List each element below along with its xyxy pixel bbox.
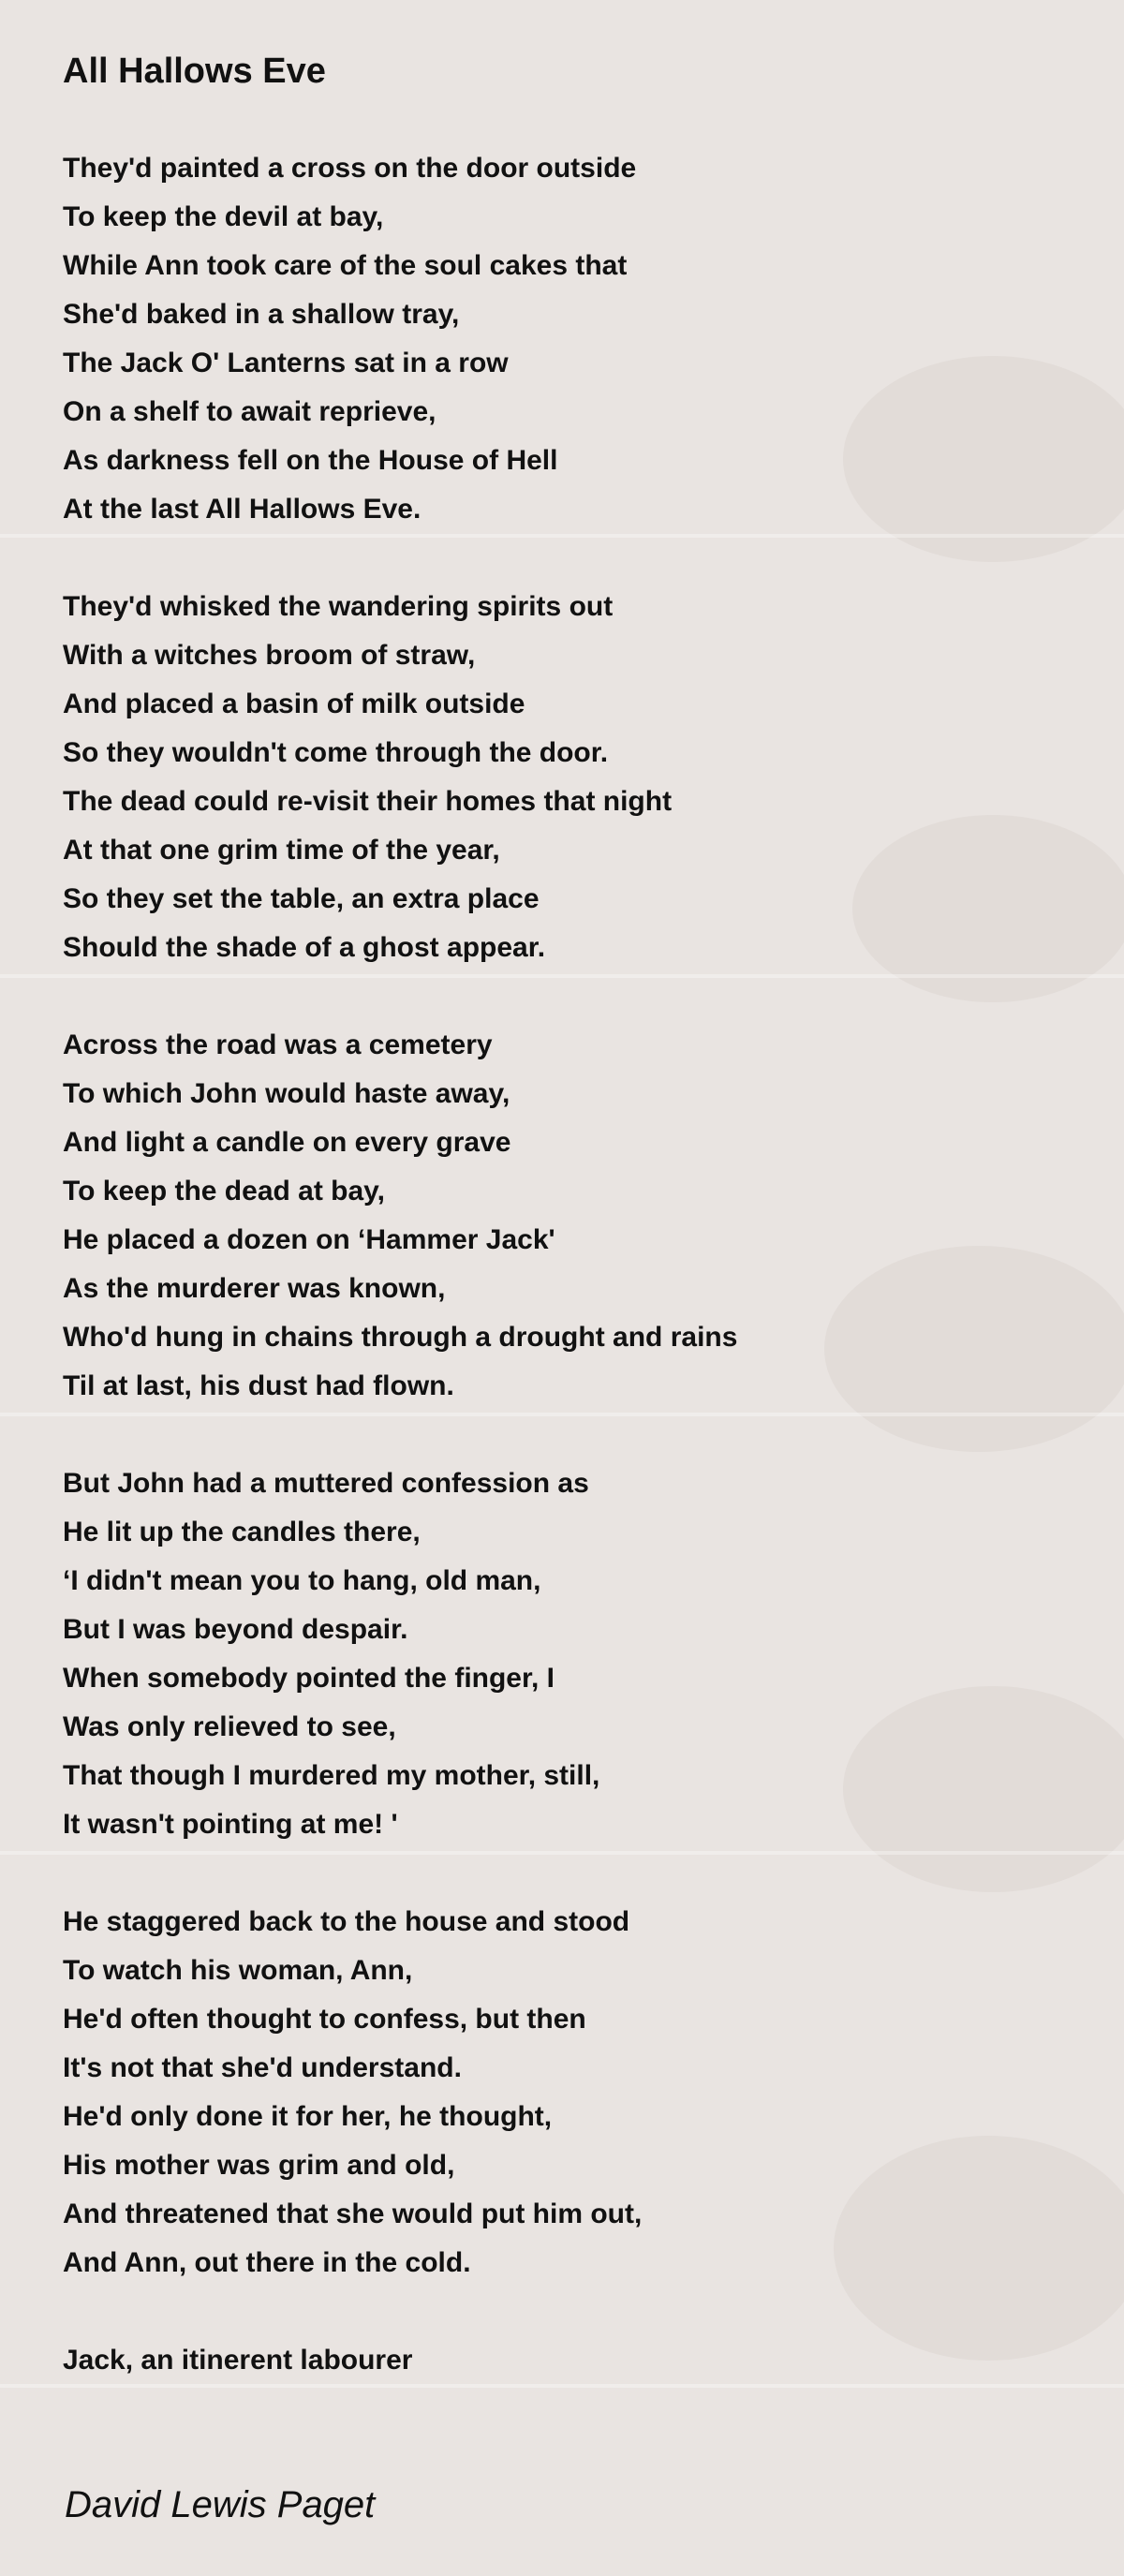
stanza — [63, 583, 1074, 972]
poem-line: They'd whisked the wandering spirits out — [63, 591, 614, 622]
poem-line: Across the road was a cemetery — [63, 1029, 493, 1060]
poem-line: The Jack O' Lanterns sat in a row — [63, 348, 509, 378]
poem-line: At the last All Hallows Eve. — [63, 494, 422, 525]
poem-line: So they set the table, an extra place — [63, 883, 540, 914]
poem-line: ‘I didn't mean you to hang, old man, — [63, 1565, 541, 1596]
stanza — [63, 1021, 1074, 1411]
poem-author: David Lewis Paget — [65, 2484, 376, 2525]
poem-body — [63, 144, 1074, 2385]
poem-line: He staggered back to the house and stood — [63, 1906, 630, 1937]
poem-line: While Ann took care of the soul cakes that — [63, 250, 628, 281]
poem-line: As darkness fell on the House of Hell — [63, 445, 558, 476]
poem-line: And Ann, out there in the cold. — [63, 2247, 471, 2278]
poem-line: Who'd hung in chains through a drought and rains — [63, 1322, 738, 1353]
poem-line: And placed a basin of milk outside — [63, 688, 525, 719]
poem-line: She'd baked in a shallow tray, — [63, 299, 460, 330]
poem-line: It's not that she'd understand. — [63, 2052, 462, 2083]
poem-line: To keep the devil at bay, — [63, 201, 384, 232]
poem-line: He placed a dozen on ‘Hammer Jack' — [63, 1224, 555, 1255]
poem-line: Should the shade of a ghost appear. — [63, 932, 546, 963]
poem-line: To which John would haste away, — [63, 1078, 510, 1109]
poem-line: That though I murdered my mother, still, — [63, 1760, 600, 1791]
poem-line: But John had a muttered confession as — [63, 1468, 589, 1499]
stanza — [63, 1459, 1074, 1849]
poem-line: And threatened that she would put him out, — [63, 2198, 643, 2229]
stanza — [63, 144, 1074, 534]
poem-line: They'd painted a cross on the door outside — [63, 153, 637, 184]
poem-line: And light a candle on every grave — [63, 1127, 511, 1158]
poem-line: So they wouldn't come through the door. — [63, 737, 609, 768]
poem-line: To keep the dead at bay, — [63, 1176, 385, 1207]
poem-line: But I was beyond despair. — [63, 1614, 408, 1645]
poem-line: He'd often thought to confess, but then — [63, 2004, 586, 2035]
poem-line: When somebody pointed the finger, I — [63, 1663, 555, 1694]
poem-line: He lit up the candles there, — [63, 1517, 421, 1547]
poem-title: All Hallows Eve — [63, 52, 326, 91]
poem-line: Til at last, his dust had flown. — [63, 1370, 454, 1401]
poem-line: On a shelf to await reprieve, — [63, 396, 436, 427]
poem-line: As the murderer was known, — [63, 1273, 446, 1304]
poem-line: His mother was grim and old, — [63, 2150, 455, 2181]
poem-line: The dead could re-visit their homes that night — [63, 786, 673, 817]
poem-line: Jack, an itinerent labourer — [63, 2345, 413, 2376]
poem — [63, 47, 1074, 2434]
poem-line: Was only relieved to see, — [63, 1711, 396, 1742]
poem-line: It wasn't pointing at me! ' — [63, 1809, 398, 1840]
stanza — [63, 2336, 1074, 2385]
poem-line: To watch his woman, Ann, — [63, 1955, 413, 1986]
poem-line: At that one grim time of the year, — [63, 835, 500, 866]
stanza — [63, 1898, 1074, 2287]
poem-line: He'd only done it for her, he thought, — [63, 2101, 553, 2132]
poem-line: With a witches broom of straw, — [63, 640, 476, 671]
